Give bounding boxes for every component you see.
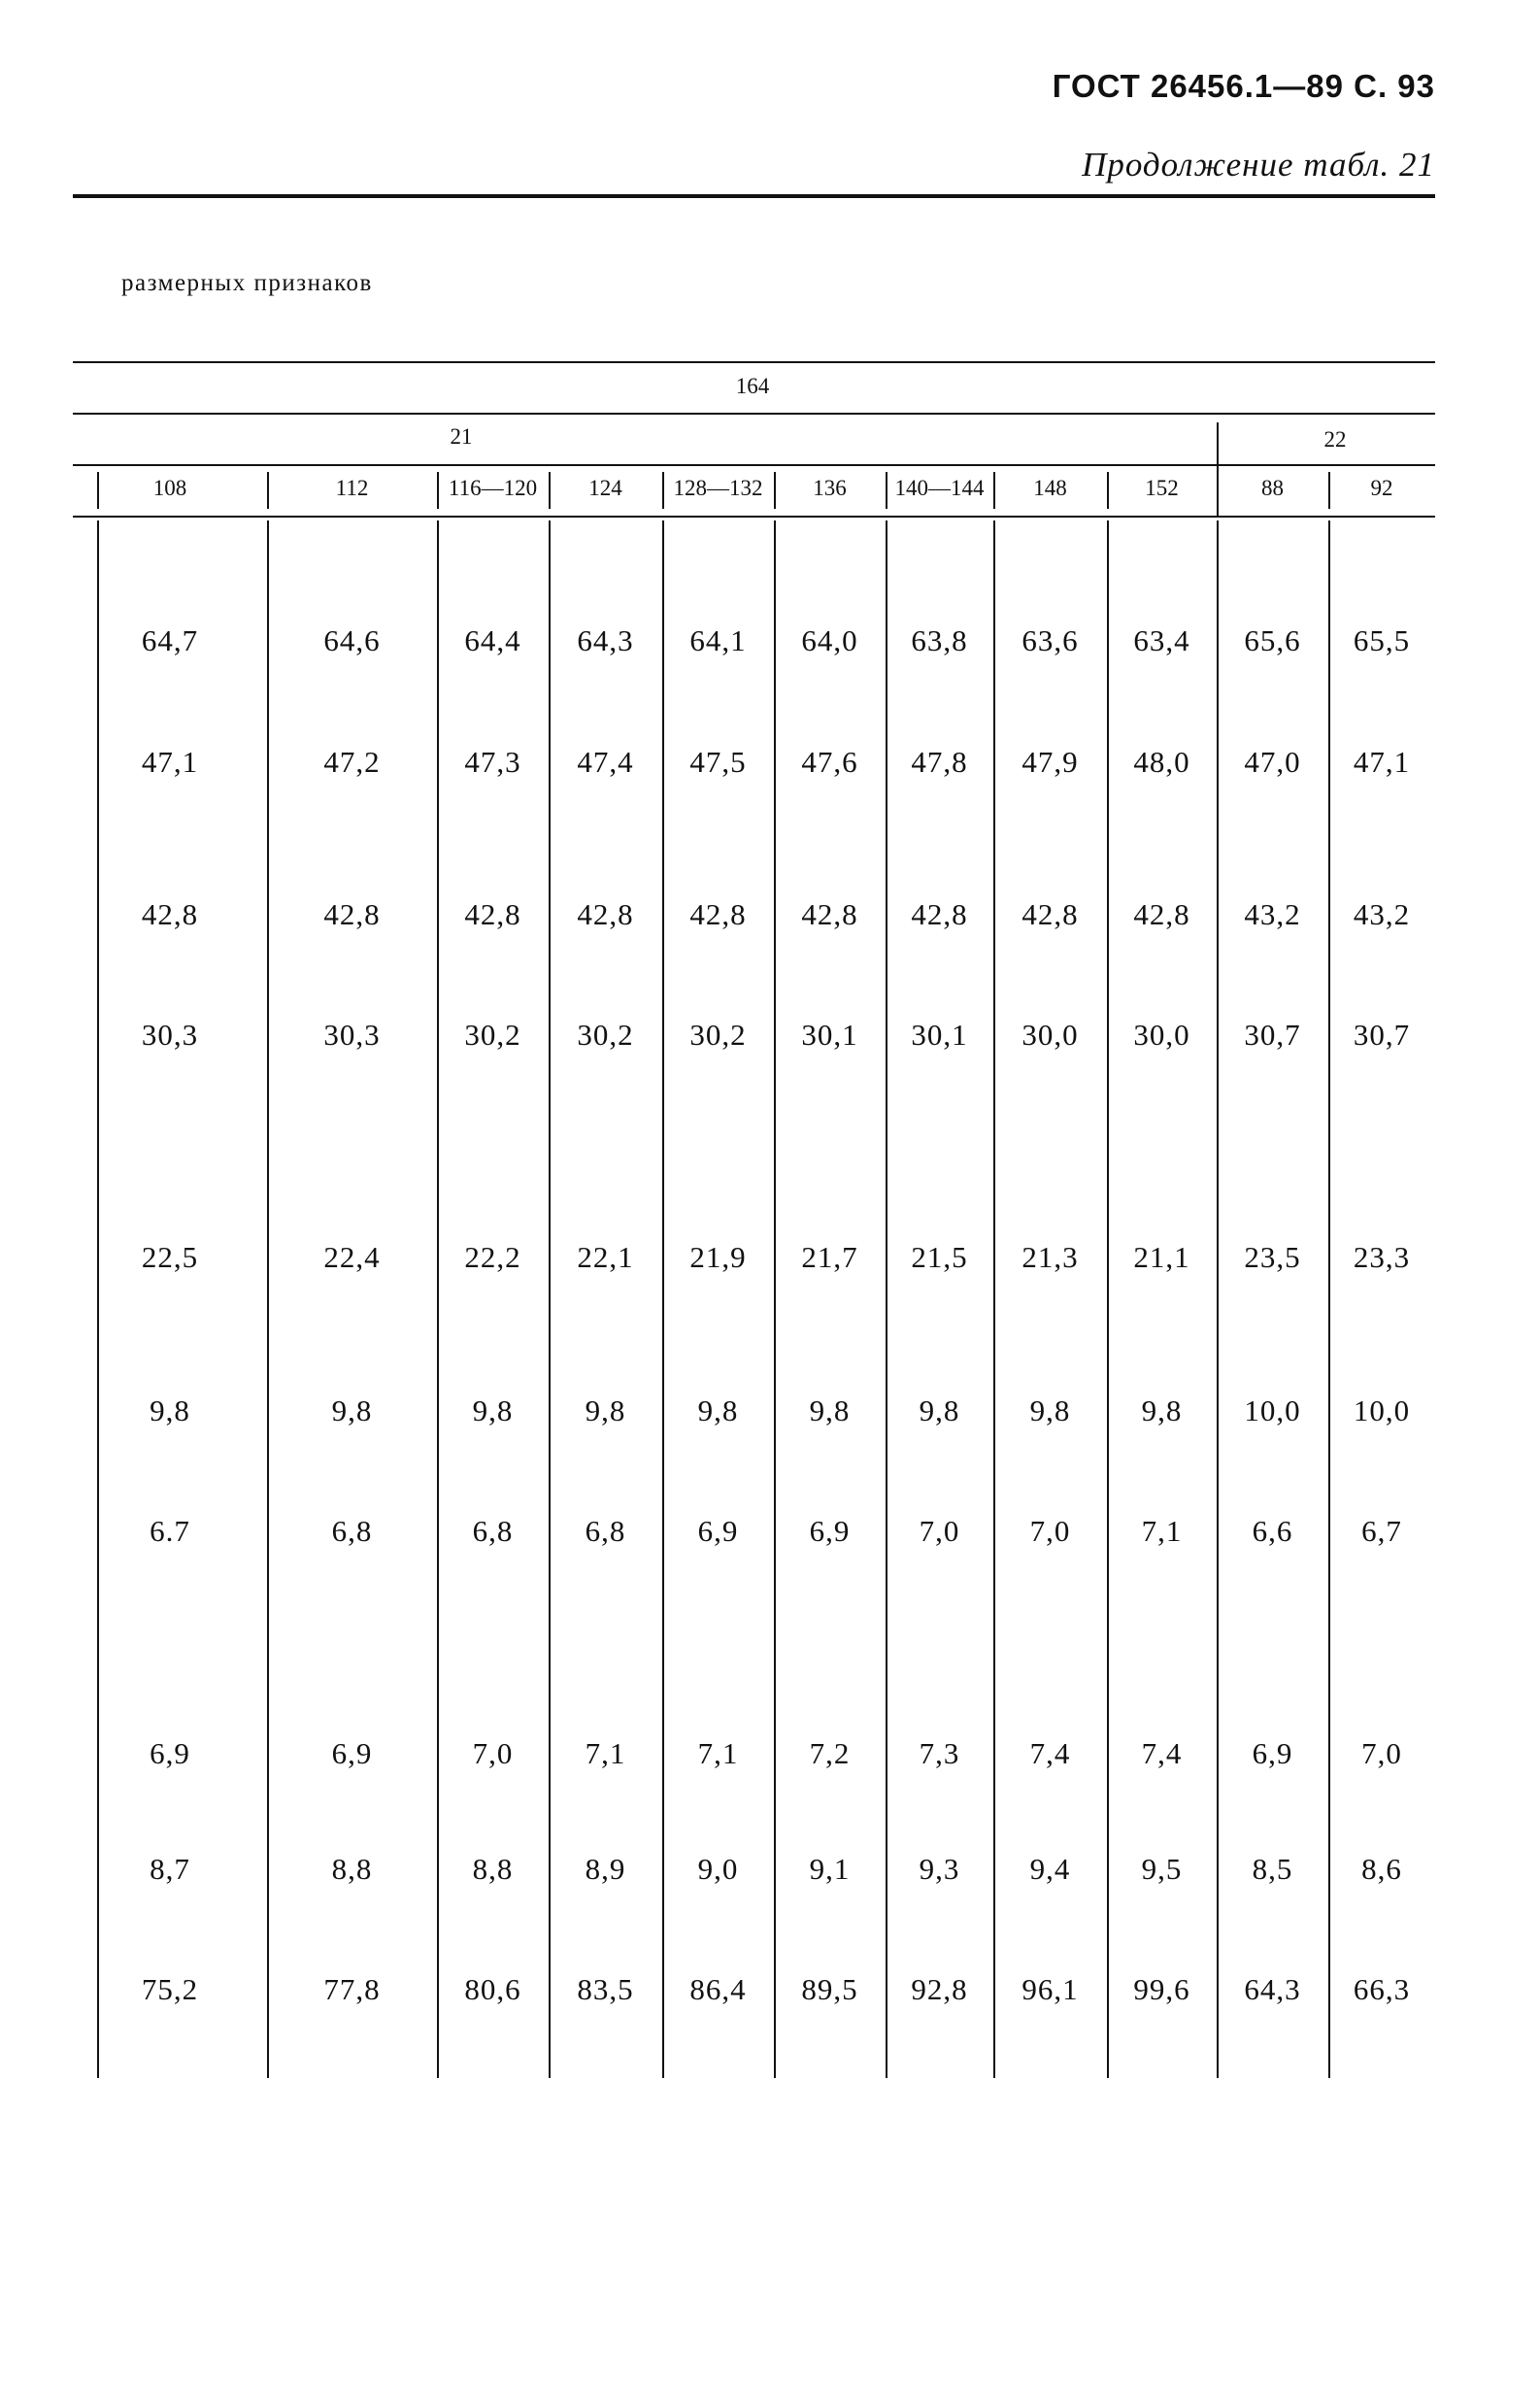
table-cell: 7,1 [1141,1514,1183,1548]
table-cell: 21,5 [911,1240,968,1274]
table-cell: 6,9 [331,1736,373,1770]
table-cell: 7,0 [1029,1514,1071,1548]
table-cell: 30,3 [141,1018,199,1052]
table-cell: 30,0 [1133,1018,1190,1052]
table-cell: 89,5 [801,1972,858,2006]
table-cell: 42,8 [323,897,381,931]
table-cell: 83,5 [577,1972,634,2006]
table-cell: 21,3 [1021,1240,1079,1274]
table-cell: 21,7 [801,1240,858,1274]
table-cell: 9,8 [585,1393,626,1427]
column-header: 108 [152,476,187,500]
table-cell: 21,9 [689,1240,747,1274]
table-cell: 9,8 [697,1393,739,1427]
table-cell: 7,4 [1141,1736,1183,1770]
table-cell: 42,8 [689,897,747,931]
table-cell: 8,6 [1361,1852,1402,1886]
table-cell: 8,8 [331,1852,373,1886]
table-cell: 30,7 [1353,1018,1411,1052]
table-cell: 99,6 [1133,1972,1190,2006]
table-rule-level3 [73,464,1435,466]
table-cell: 9,8 [150,1393,190,1427]
table-cell: 6,9 [1252,1736,1293,1770]
table-cell: 22,1 [577,1240,634,1274]
table-cell: 30,1 [911,1018,968,1052]
table-cell: 47,9 [1021,745,1079,779]
table-continuation-title: Продолжение табл. 21 [1082,146,1435,184]
table-cell: 10,0 [1353,1393,1411,1427]
table-cell: 22,5 [141,1240,199,1274]
table-rule-header-bottom [73,516,1435,518]
table-cell: 22,4 [323,1240,381,1274]
page-header: ГОСТ 26456.1—89 С. 93 [1052,68,1435,104]
table-rule-top [73,361,1435,363]
table-cell: 47,2 [323,745,381,779]
table-cell: 47,6 [801,745,858,779]
table-cell: 47,0 [1244,745,1301,779]
header-group-21: 21 [450,424,473,449]
column-header: 116—120 [448,476,538,500]
table-cell: 47,1 [1353,745,1411,779]
table-cell: 64,3 [577,623,634,657]
table-cell: 7,3 [919,1736,960,1770]
table-cell: 30,3 [323,1018,381,1052]
table-rule-level2 [73,413,1435,415]
table-cell: 23,3 [1353,1240,1411,1274]
table-cell: 86,4 [689,1972,747,2006]
table-cell: 9,8 [919,1393,960,1427]
table-cell: 9,1 [809,1852,851,1886]
header-group-22: 22 [1323,427,1347,452]
table-cell: 6,8 [585,1514,626,1548]
table-cell: 43,2 [1244,897,1301,931]
table-cell: 30,2 [464,1018,521,1052]
table-cell: 63,4 [1133,623,1190,657]
table-cell: 6,6 [1252,1514,1293,1548]
table-cell: 66,3 [1353,1972,1411,2006]
table-cell: 6,7 [1361,1514,1402,1548]
table-cell: 7,2 [809,1736,851,1770]
column-header: 112 [335,476,369,500]
table-cell: 23,5 [1244,1240,1301,1274]
table-cell: 9,8 [472,1393,514,1427]
table-cell: 42,8 [577,897,634,931]
table-cell: 6,9 [150,1736,190,1770]
table-cell: 9,8 [1141,1393,1183,1427]
table-cell: 9,8 [1029,1393,1071,1427]
table-cell: 7,0 [472,1736,514,1770]
table-cell: 65,6 [1244,623,1301,657]
table-cell: 42,8 [1133,897,1190,931]
column-header: 140—144 [894,476,985,500]
table-cell: 6,8 [331,1514,373,1548]
table-cell: 8,8 [472,1852,514,1886]
table-cell: 7,1 [585,1736,626,1770]
table-cell: 9,4 [1029,1852,1071,1886]
table-cell: 7,4 [1029,1736,1071,1770]
column-header: 88 [1261,476,1284,500]
table-cell: 30,0 [1021,1018,1079,1052]
table-cell: 75,2 [141,1972,199,2006]
column-header: 136 [813,476,847,500]
column-header: 152 [1145,476,1179,500]
table-cell: 6,9 [809,1514,851,1548]
table-cell: 65,5 [1353,623,1411,657]
table-cell: 9,8 [809,1393,851,1427]
table-cell: 47,4 [577,745,634,779]
table-cell: 64,7 [141,623,199,657]
table-cell: 6.7 [150,1514,190,1548]
table-cell: 47,8 [911,745,968,779]
table-cell: 47,5 [689,745,747,779]
table-cell: 42,8 [801,897,858,931]
table-cell: 30,7 [1244,1018,1301,1052]
column-header: 128—132 [673,476,763,500]
table-cell: 63,6 [1021,623,1079,657]
table-cell: 80,6 [464,1972,521,2006]
table-cell: 64,3 [1244,1972,1301,2006]
table-cell: 64,0 [801,623,858,657]
table-cell: 10,0 [1244,1393,1301,1427]
header-height-164: 164 [735,374,770,398]
table-cell: 7,0 [1361,1736,1402,1770]
table-cell: 42,8 [911,897,968,931]
table-cell: 77,8 [323,1972,381,2006]
table-cell: 48,0 [1133,745,1190,779]
table-cell: 64,1 [689,623,747,657]
table-cell: 8,9 [585,1852,626,1886]
table-subtitle: размерных признаков [121,270,373,296]
column-header: 124 [588,476,622,500]
table-cell: 8,5 [1252,1852,1293,1886]
table-cell: 47,1 [141,745,199,779]
column-header: 148 [1033,476,1067,500]
table-cell: 7,0 [919,1514,960,1548]
header-rule [73,194,1435,198]
table-cell: 7,1 [697,1736,739,1770]
table-cell: 30,2 [577,1018,634,1052]
table-cell: 43,2 [1353,897,1411,931]
table-cell: 30,1 [801,1018,858,1052]
table-cell: 8,7 [150,1852,190,1886]
table-cell: 47,3 [464,745,521,779]
table-cell: 63,8 [911,623,968,657]
table-cell: 6,9 [697,1514,739,1548]
table-cell: 96,1 [1021,1972,1079,2006]
table-cell: 9,3 [919,1852,960,1886]
table-cell: 92,8 [911,1972,968,2006]
table-cell: 42,8 [141,897,199,931]
table-cell: 64,4 [464,623,521,657]
table-cell: 42,8 [1021,897,1079,931]
table-cell: 64,6 [323,623,381,657]
table-cell: 22,2 [464,1240,521,1274]
table-cell: 21,1 [1133,1240,1190,1274]
table-cell: 9,0 [697,1852,739,1886]
table-cell: 6,8 [472,1514,514,1548]
column-header: 92 [1370,476,1393,500]
table-cell: 9,5 [1141,1852,1183,1886]
table-cell: 42,8 [464,897,521,931]
table-cell: 30,2 [689,1018,747,1052]
table-cell: 9,8 [331,1393,373,1427]
